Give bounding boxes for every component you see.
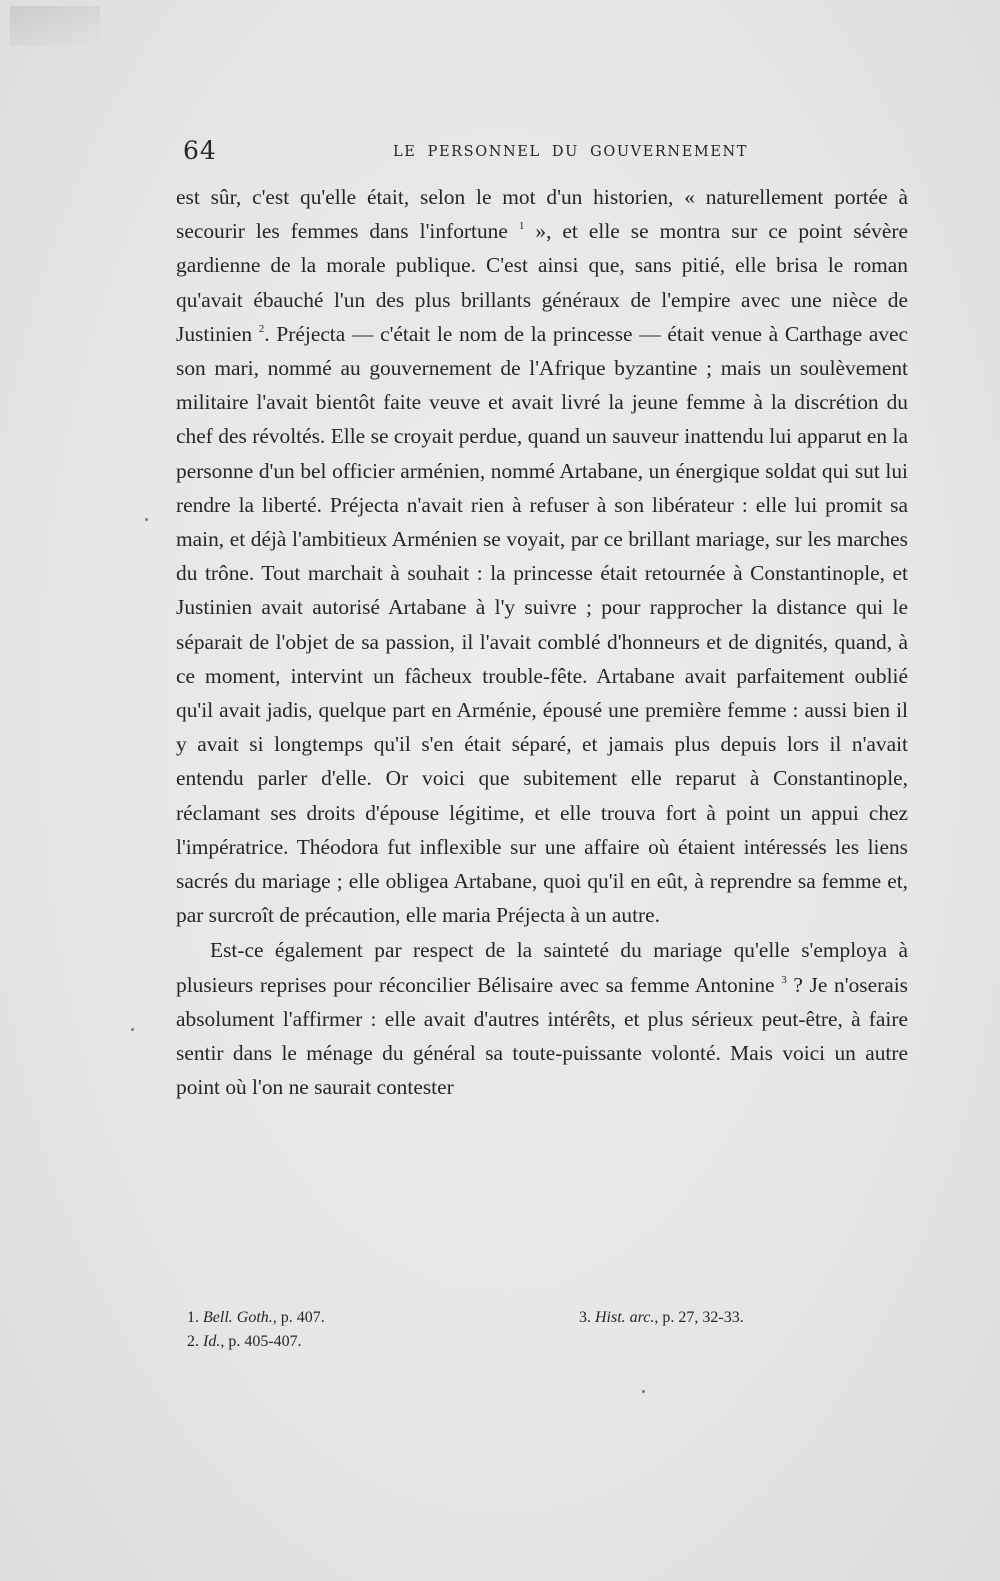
footnote-source: Hist. arc. [595, 1309, 655, 1326]
paragraph-2-part-b: ? Je n'oserais absolument l'affirmer : elle avait d'autres intérêts, et plus sérieux peut-être, à faire sentir dans le ménage du général sa toute-puissante volonté. Mais voici un autre point où l'on ne saurait contester [176, 972, 908, 1100]
footnote-1 [187, 1306, 325, 1330]
paragraph-2-part-a: Est-ce également par respect de la sainteté du mariage qu'elle s'employa à plusieurs reprises pour réconcilier Bélisaire avec sa femme Antonine [176, 938, 908, 997]
footnote-reference: , p. 27, 32-33. [654, 1309, 744, 1326]
paragraph-1-part-a: est sûr, c'est qu'elle était, selon le mot d'un historien, « naturellement portée à secourir les femmes dans l'infortune [176, 185, 908, 244]
body-text [176, 180, 908, 1104]
footnote-reference: , p. 407. [272, 1309, 325, 1326]
footnote-source: Id. [203, 1333, 221, 1350]
paper-speck [131, 1028, 134, 1031]
page-header [183, 134, 909, 174]
footnote-number: 3. [579, 1309, 591, 1326]
paragraph-1-part-b: », et elle se montra sur ce point sévère gardienne de la morale publique. C'est ainsi que, sans pitié, elle brisa le roman qu'avait ébauché l'un des plus brillants généraux de l'empire avec une nièce de Justinien [176, 219, 908, 346]
corner-stain [10, 6, 100, 46]
footnote-source: Bell. Goth. [203, 1309, 273, 1326]
footnote-ref-2: 2 [258, 322, 265, 335]
footnote-3 [579, 1306, 744, 1330]
running-title: LE PERSONNEL DU GOUVERNEMENT [393, 144, 749, 160]
footnote-ref-1: 1 [518, 220, 525, 233]
footnote-ref-3: 3 [781, 973, 787, 986]
footnote-2 [187, 1330, 325, 1354]
footnotes-left-column [187, 1306, 325, 1354]
footnotes-right-column [579, 1306, 744, 1330]
paragraph-1-part-c: . Préjecta — c'était le nom de la princesse — était venue à Carthage avec son mari, nommé au gouvernement de l'Afrique byzantine ; mais un soulèvement militaire l'avait bientôt faite veuve et avait livré la jeune femme à la discrétion du chef des révoltés. Elle se croyait perdue, quand un sauveur inattendu lui apparut en la personne d'un bel officier arménien, nommé Artabane, un énergique soldat qui sut lui rendre la liberté. Préjecta n'avait rien à refuser à son libérateur : elle lui promit sa main, et déjà l'ambitieux Arménien se voyait, par ce brillant mariage, sur les marches du trône. Tout marchait à souhait : la princesse était retournée à Constantinople, et Justinien avait autorisé Artabane à l'y suivre ; pour rapprocher la distance qui le séparait de l'objet de sa passion, il l'avait comblé d'honneurs et de dignités, quand, à ce moment, intervint un fâcheux trouble-fête. Artabane avait parfaitement oublié qu'il avait jadis, quelque part en Arménie, épousé une première femme : aussi bien il y avait si longtemps qu'il s'en était séparé, et jamais plus depuis lors il n'avait entendu parler d'elle. Or voici que subitement elle reparut à Constantinople, réclamant ses droits d'épouse légitime, et elle trouva fort à point un appui chez l'impératrice. Théodora fut inflexible sur une affaire où étaient intéressés les liens sacrés du mariage ; elle obligea Artabane, quoi qu'il en eût, à reprendre sa femme et, par surcroît de précaution, elle maria Préjecta à un autre. [176, 321, 908, 928]
footnote-number: 2. [187, 1333, 199, 1350]
paragraph-2 [176, 933, 908, 1104]
paragraph-1 [176, 180, 908, 932]
paper-speck [642, 1390, 645, 1393]
page-number: 64 [183, 136, 217, 165]
paper-speck [145, 518, 148, 521]
footnote-number: 1. [187, 1309, 199, 1326]
footnote-reference: , p. 405-407. [220, 1333, 302, 1350]
